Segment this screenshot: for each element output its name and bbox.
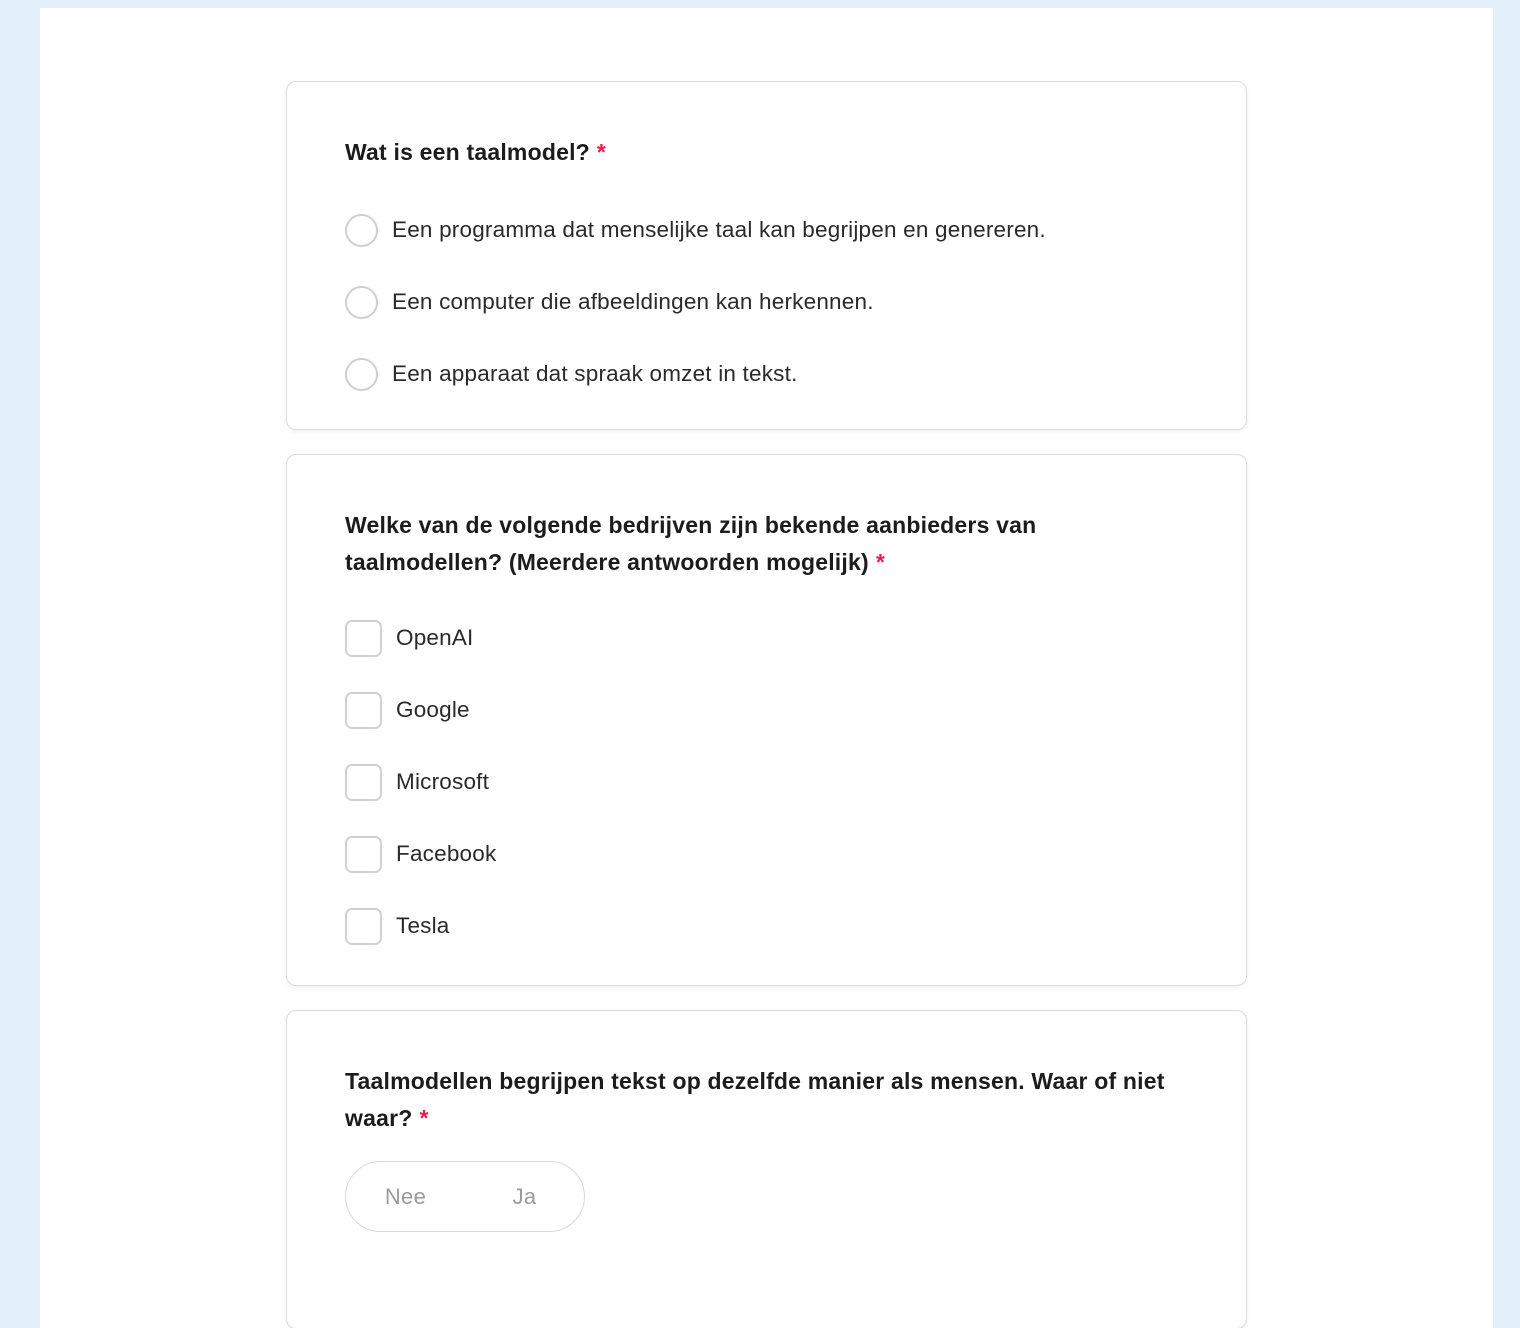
question-title-text: Taalmodellen begrijpen tekst op dezelfde manier als mensen. Waar of niet waar?	[345, 1068, 1165, 1131]
checkbox[interactable]	[345, 764, 382, 801]
required-asterisk: *	[596, 139, 607, 165]
required-asterisk: *	[419, 1105, 429, 1131]
question-card-1	[286, 81, 1247, 430]
checkbox[interactable]	[345, 620, 382, 657]
question-card-3	[286, 1010, 1247, 1328]
radio-button[interactable]	[345, 214, 378, 247]
radio-button[interactable]	[345, 286, 378, 319]
radio-option-row[interactable]	[345, 355, 1188, 393]
checkbox-option-row[interactable]	[345, 907, 1188, 945]
required-asterisk: *	[875, 549, 885, 575]
checkbox-option-label: Google	[396, 697, 470, 722]
checkbox-option-row[interactable]	[345, 619, 1188, 657]
form-panel	[40, 8, 1493, 1328]
checkbox-option-row[interactable]	[345, 835, 1188, 873]
checkbox[interactable]	[345, 692, 382, 729]
radio-option-label: Een programma dat menselijke taal kan begrijpen en genereren.	[392, 217, 1046, 242]
question-card-2	[286, 454, 1247, 986]
question-title	[345, 1063, 1188, 1137]
checkbox[interactable]	[345, 908, 382, 945]
checkbox-option-row[interactable]	[345, 691, 1188, 729]
checkbox[interactable]	[345, 836, 382, 873]
checkbox-option-label: Tesla	[396, 913, 450, 938]
toggle-option-ja[interactable]: Ja	[512, 1183, 537, 1209]
checkbox-option-row[interactable]	[345, 763, 1188, 801]
radio-option-label: Een apparaat dat spraak omzet in tekst.	[392, 361, 798, 386]
question-title	[345, 507, 1188, 581]
checkbox-option-label: Facebook	[396, 841, 497, 866]
radio-option-row[interactable]	[345, 211, 1188, 249]
question-title-text: Welke van de volgende bedrijven zijn bekende aanbieders van taalmodellen? (Meerdere antwoorden mogelijk)	[345, 512, 1037, 575]
radio-button[interactable]	[345, 358, 378, 391]
radio-option-label: Een computer die afbeeldingen kan herkennen.	[392, 289, 874, 314]
question-title	[345, 134, 1188, 171]
checkbox-option-label: OpenAI	[396, 625, 474, 650]
toggle-option-nee[interactable]: Nee	[384, 1183, 427, 1209]
checkbox-option-label: Microsoft	[396, 769, 490, 794]
question-title-text: Wat is een taalmodel?	[345, 139, 590, 165]
true-false-toggle[interactable]	[345, 1161, 585, 1232]
radio-option-row[interactable]	[345, 283, 1188, 321]
